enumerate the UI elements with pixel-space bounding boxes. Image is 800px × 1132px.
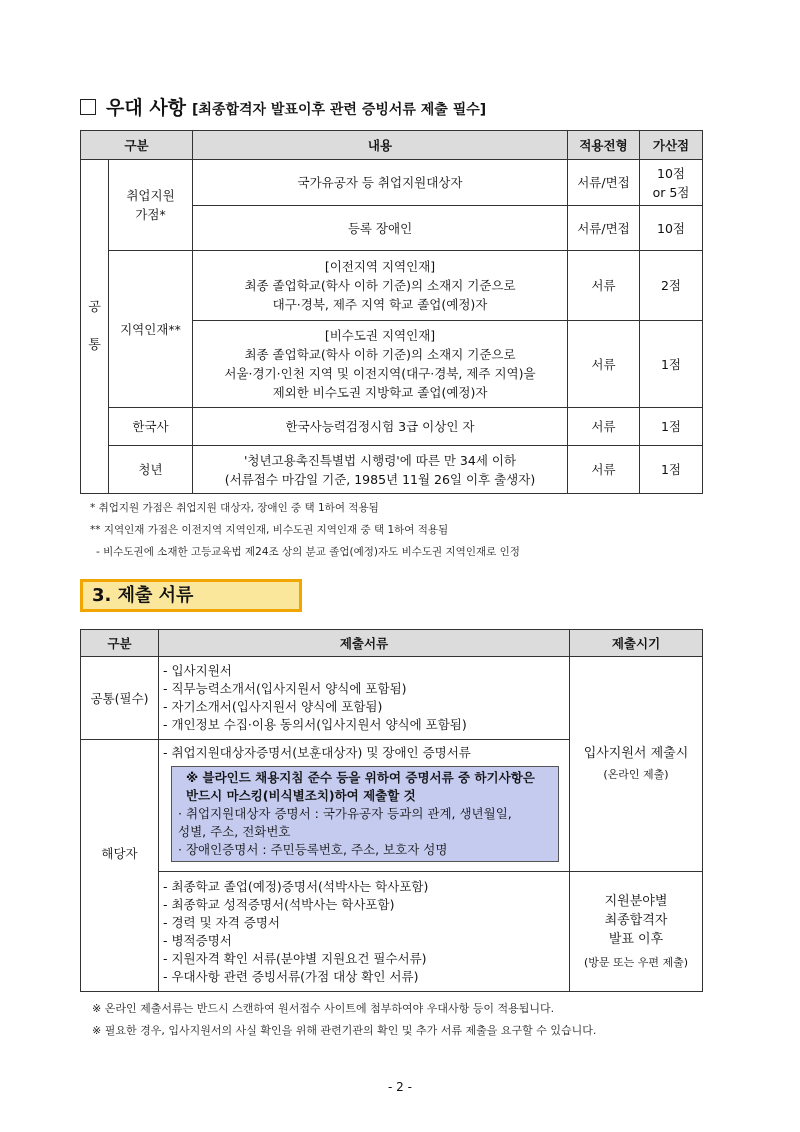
- table-row: [81, 160, 703, 206]
- note-regional: ** 지역인재 가점은 이전지역 지역인재, 비수도권 지역인재 중 택 1하여 적용됨: [90, 524, 449, 536]
- page-number: - 2 -: [388, 1080, 412, 1094]
- checkbox-square-icon: [80, 99, 96, 115]
- common-docs-list: [159, 657, 570, 740]
- documents-title: 3. 제출 서류: [80, 579, 302, 612]
- benefits-title-row: [80, 93, 486, 120]
- content-cell: [비수도권 지역인재] 최종 졸업학교(학사 이하 기준)의 소재지 기준으로 서울·경기·인천 지역 및 이전지역(대구·경북, 제주 지역)을 제외한 비수도권 지방학교 졸업(예정)자: [193, 321, 568, 408]
- col-header: 구분: [81, 131, 193, 160]
- youth-label: 청년: [109, 446, 193, 494]
- masking-item: · 장애인증명서 : 주민등록번호, 주소, 보호자 성명: [178, 842, 448, 857]
- type-cell: 서류/면접: [568, 206, 640, 251]
- timing-online: 입사지원서 제출시: [583, 746, 689, 761]
- table-header-row: [81, 630, 703, 657]
- common-docs-label: 공통(필수): [81, 657, 159, 740]
- timing-online-cell: [570, 657, 703, 872]
- list-item: - 자기소개서(입사지원서 양식에 포함됨): [163, 699, 383, 714]
- content-cell: 등록 장애인: [193, 206, 568, 251]
- list-item: - 병적증명서: [163, 932, 232, 948]
- list-item: - 우대사항 관련 증빙서류(가점 대상 확인 서류): [163, 968, 419, 984]
- list-item: - 최종학교 졸업(예정)증명서(석박사는 학사포함): [163, 878, 429, 894]
- list-item: - 최종학교 성적증명서(석박사는 학사포함): [163, 896, 395, 912]
- points-cell: 10점 or 5점: [640, 160, 703, 206]
- col-header: 제출서류: [159, 630, 570, 657]
- table-row: [81, 446, 703, 494]
- col-header: 내용: [193, 131, 568, 160]
- points-cell: 1점: [640, 446, 703, 494]
- list-item: - 지원자격 확인 서류(분야별 지원요건 필수서류): [163, 950, 427, 966]
- list-item: - 개인정보 수집·이용 동의서(입사지원서 양식에 포함됨): [163, 717, 467, 732]
- table-row: [81, 408, 703, 446]
- note-employment: * 취업지원 가점은 취업지원 대상자, 장애인 중 택 1하여 적용됨: [90, 502, 379, 514]
- table-row: [81, 657, 703, 740]
- col-header: 적용전형: [568, 131, 640, 160]
- points-cell: 10점: [640, 206, 703, 251]
- type-cell: 서류: [568, 446, 640, 494]
- table-row: [81, 251, 703, 321]
- timing-later: 지원분야별 최종합격자 발표 이후: [604, 893, 668, 947]
- points-cell: 1점: [640, 408, 703, 446]
- benefits-subtitle: [최종합격자 발표이후 관련 증빙서류 제출 필수]: [192, 102, 487, 118]
- points-cell: 2점: [640, 251, 703, 321]
- regional-label: 지역인재**: [109, 251, 193, 408]
- list-item: - 취업지원대상자증명서(보훈대상자) 및 장애인 증명서류: [163, 745, 471, 760]
- type-cell: 서류/면접: [568, 160, 640, 206]
- timing-online-sub: (온라인 제출): [603, 768, 669, 781]
- masking-notice-heading: ※ 블라인드 채용지침 준수 등을 위하여 증명서류 중 하기사항은 반드시 마스킹(비식별조치)하여 제출할 것: [186, 770, 535, 803]
- common-label: 공 통: [81, 160, 109, 494]
- points-cell: 1점: [640, 321, 703, 408]
- list-item: - 경력 및 자격 증명서: [163, 914, 281, 930]
- history-label: 한국사: [109, 408, 193, 446]
- masking-item: · 취업지원대상자 증명서 : 국가유공자 등과의 관계, 생년월일, 성별, 주소, 전화번호: [178, 806, 512, 839]
- table-row: [81, 872, 703, 992]
- content-cell: '청년고용촉진특별법 시행령'에 따른 만 34세 이하 (서류접수 마감일 기준, 1985년 11월 26일 이후 출생자): [193, 446, 568, 494]
- content-cell: 한국사능력검정시험 3급 이상인 자: [193, 408, 568, 446]
- footnote-online: ※ 온라인 제출서류는 반드시 스캔하여 원서접수 사이트에 첨부하여야 우대사항 등이 적용됩니다.: [92, 1002, 555, 1015]
- note-branch-school: - 비수도권에 소재한 고등교육법 제24조 상의 분교 졸업(예정)자도 비수도권 지역인재로 인정: [96, 546, 520, 558]
- applicable-docs: [159, 740, 570, 872]
- masking-notice-box: [171, 766, 559, 862]
- documents-table: [80, 629, 703, 992]
- employment-label: 취업지원 가점*: [109, 160, 193, 251]
- type-cell: 서류: [568, 251, 640, 321]
- content-cell: 국가유공자 등 취업지원대상자: [193, 160, 568, 206]
- col-header: 제출시기: [570, 630, 703, 657]
- footnote-verification: ※ 필요한 경우, 입사지원서의 사실 확인을 위해 관련기관의 확인 및 추가 서류 제출을 요구할 수 있습니다.: [92, 1024, 597, 1037]
- benefits-table: [80, 130, 703, 494]
- timing-later-sub: (방문 또는 우편 제출): [583, 955, 689, 969]
- later-docs-list: [159, 872, 570, 992]
- col-header: 가산점: [640, 131, 703, 160]
- benefits-title: 우대 사항: [106, 97, 187, 119]
- applicable-label: 해당자: [81, 740, 159, 992]
- table-header-row: [81, 131, 703, 160]
- col-header: 구분: [81, 630, 159, 657]
- timing-later-cell: [570, 872, 703, 992]
- type-cell: 서류: [568, 321, 640, 408]
- content-cell: [이전지역 지역인재] 최종 졸업학교(학사 이하 기준)의 소재지 기준으로 대구·경북, 제주 지역 학교 졸업(예정)자: [193, 251, 568, 321]
- list-item: - 직무능력소개서(입사지원서 양식에 포함됨): [163, 681, 407, 696]
- list-item: - 입사지원서: [163, 663, 232, 678]
- type-cell: 서류: [568, 408, 640, 446]
